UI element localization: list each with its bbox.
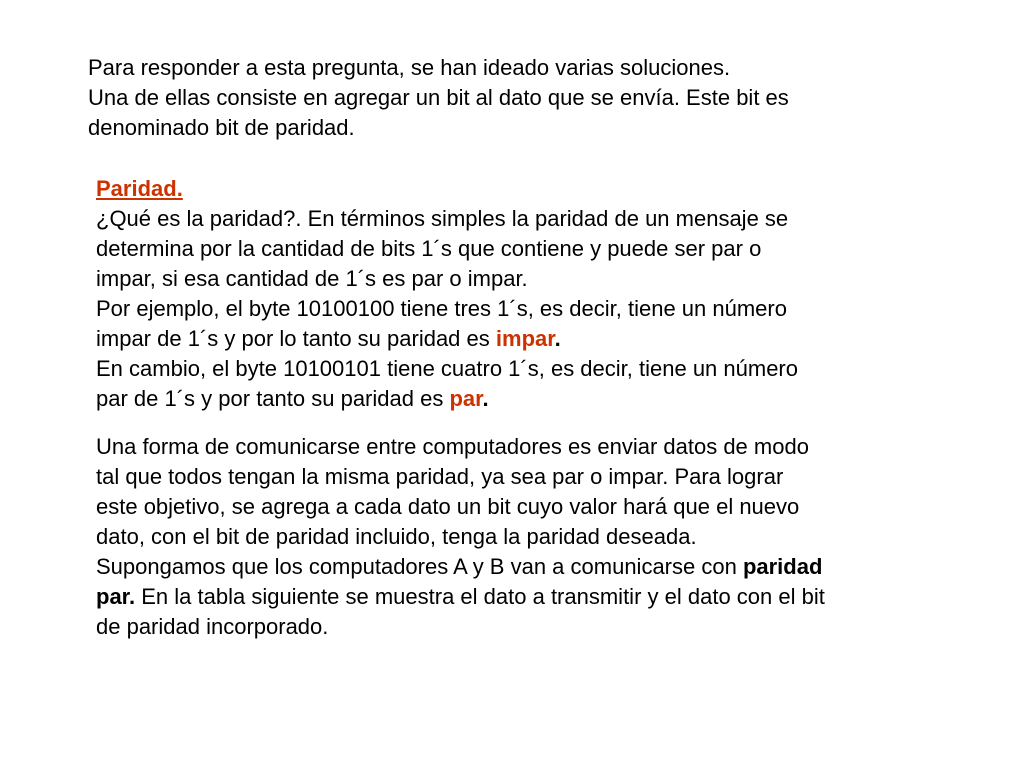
par-period: . [482, 386, 489, 411]
intro-paragraph [88, 53, 968, 143]
comunicacion-line: tal que todos tengan la misma paridad, ya sea par o impar. Para lograr [96, 464, 784, 489]
impar-line-text: impar de 1´s y por lo tanto su paridad es [96, 326, 496, 351]
paridad-line: impar, si esa cantidad de 1´s es par o impar. [96, 266, 528, 291]
impar-emphasis: impar [495, 326, 555, 351]
comunicacion-line: de paridad incorporado. [96, 614, 329, 639]
paridad-section [96, 174, 966, 414]
paridad-line: En cambio, el byte 10100101 tiene cuatro 1´s, es decir, tiene un número [96, 356, 798, 381]
supongamos-line [96, 552, 976, 582]
paridad-line: determina por la cantidad de bits 1´s que contiene y puede ser par o [96, 236, 762, 261]
paridad-bold: paridad [742, 554, 823, 579]
intro-line: Para responder a esta pregunta, se han ideado varias soluciones. [88, 55, 731, 80]
par-example-line [96, 384, 966, 414]
tabla-text: En la tabla siguiente se muestra el dato a transmitir y el dato con el bit [135, 584, 825, 609]
intro-line: denominado bit de paridad. [88, 115, 355, 140]
par-line-text: par de 1´s y por tanto su paridad es [96, 386, 450, 411]
paridad-line: ¿Qué es la paridad?. En términos simples la paridad de un mensaje se [96, 206, 789, 231]
tabla-line [96, 582, 976, 612]
intro-line: Una de ellas consiste en agregar un bit al dato que se envía. Este bit es [88, 85, 789, 110]
impar-example-line [96, 324, 966, 354]
impar-period: . [554, 326, 561, 351]
comunicacion-line: dato, con el bit de paridad incluido, tenga la paridad deseada. [96, 524, 697, 549]
comunicacion-line: este objetivo, se agrega a cada dato un bit cuyo valor hará que el nuevo [96, 494, 800, 519]
paridad-heading: Paridad. [96, 176, 183, 201]
comunicacion-line: Una forma de comunicarse entre computadores es enviar datos de modo [96, 434, 809, 459]
par-bold: par. [96, 584, 136, 609]
supongamos-text: Supongamos que los computadores A y B van a comunicarse con [96, 554, 743, 579]
comunicacion-paragraph [96, 432, 976, 642]
paridad-line: Por ejemplo, el byte 10100100 tiene tres 1´s, es decir, tiene un número [96, 296, 787, 321]
par-emphasis: par [449, 386, 483, 411]
